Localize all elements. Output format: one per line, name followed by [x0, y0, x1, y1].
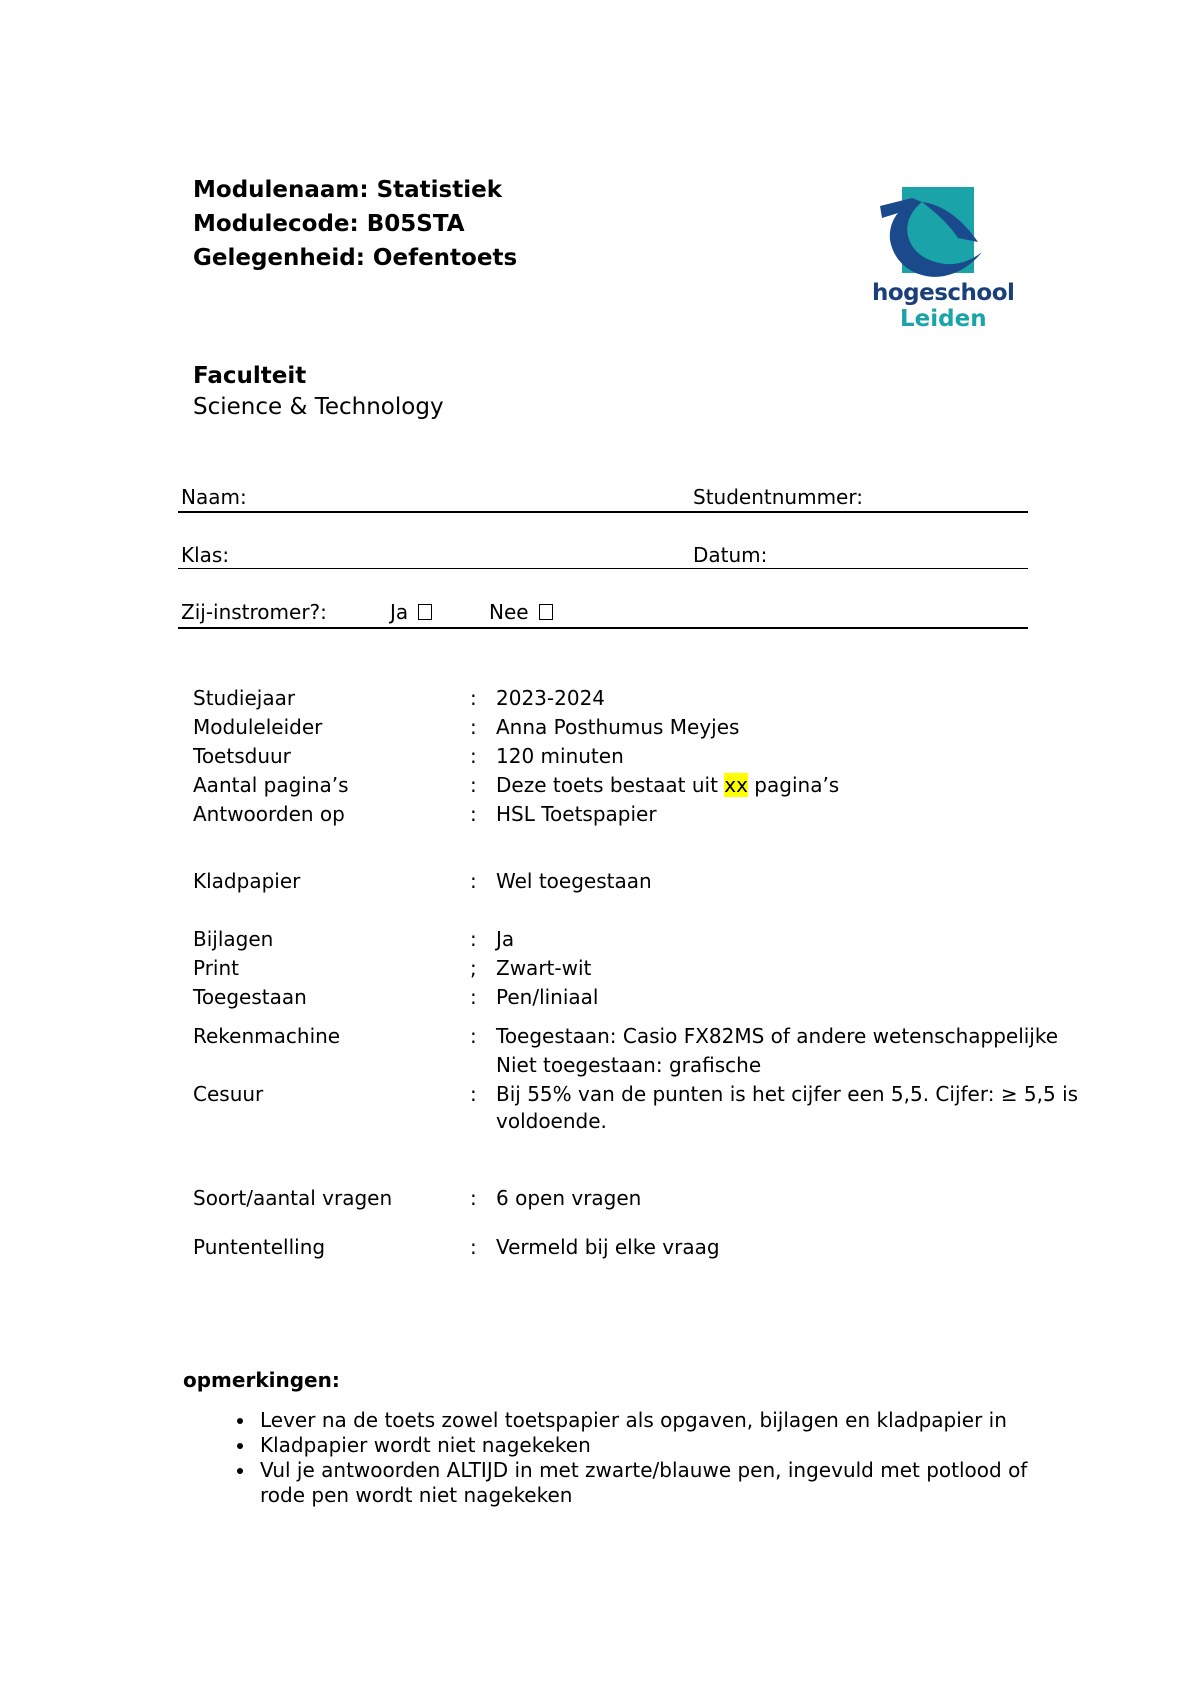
info-sep: :: [470, 1024, 477, 1048]
info-sep: :: [470, 927, 477, 951]
info-sep: :: [470, 773, 477, 797]
info-value: Bij 55% van de punten is het cijfer een 5,5. Cijfer: ≥ 5,5 is: [496, 1082, 1079, 1106]
info-label: Puntentelling: [193, 1235, 326, 1259]
name-line[interactable]: [178, 511, 1028, 513]
info-sep: ;: [470, 956, 477, 980]
info-value: Pen/liniaal: [496, 985, 599, 1009]
list-item: • Kladpapier wordt niet nagekeken: [256, 1433, 1076, 1458]
info-value: HSL Toetspapier: [496, 802, 657, 826]
highlighted-placeholder: xx: [724, 773, 748, 797]
remarks-title: opmerkingen:: [183, 1368, 340, 1392]
info-label: Antwoorden op: [193, 802, 345, 826]
info-label: Aantal pagina’s: [193, 773, 349, 797]
list-item: • Lever na de toets zowel toetspapier als opgaven, bijlagen en kladpapier in: [256, 1408, 1076, 1433]
occasion: Gelegenheid: Oefentoets: [193, 245, 518, 271]
info-sep: :: [470, 1235, 477, 1259]
info-value: Zwart-wit: [496, 956, 592, 980]
hogeschool-leiden-logo: [860, 180, 1030, 340]
faculty-name: Science & Technology: [193, 394, 444, 420]
class-label: Klas:: [181, 543, 230, 567]
info-label: Print: [193, 956, 240, 980]
info-value: [496, 771, 1116, 800]
info-value: Vermeld bij elke vraag: [496, 1235, 720, 1259]
remarks-list: [216, 1408, 1076, 1508]
class-line[interactable]: [178, 568, 1028, 569]
logo-text-leiden: Leiden: [900, 306, 987, 332]
info-label: Toegestaan: [193, 985, 307, 1009]
info-label: Toetsduur: [193, 744, 291, 768]
module-name: Modulenaam: Statistiek: [193, 177, 503, 203]
info-value: Toegestaan: Casio FX82MS of andere wetenschappelijke: [496, 1024, 1059, 1048]
info-sep: :: [470, 1082, 477, 1106]
info-sep: :: [470, 985, 477, 1009]
info-label: Studiejaar: [193, 686, 296, 710]
info-value: Anna Posthumus Meyjes: [496, 715, 740, 739]
info-value: Ja: [496, 927, 515, 951]
info-sep: :: [470, 715, 477, 739]
yes-option[interactable]: [390, 600, 432, 624]
info-label: Moduleleider: [193, 715, 323, 739]
side-entry-label: Zij-instromer?:: [181, 600, 327, 624]
info-label: Rekenmachine: [193, 1024, 341, 1048]
module-code: Modulecode: B05STA: [193, 211, 465, 237]
date-label: Datum:: [693, 543, 768, 567]
logo-text-hogeschool: hogeschool: [872, 280, 1015, 306]
info-label: Cesuur: [193, 1082, 264, 1106]
list-item: • Vul je antwoorden ALTIJD in met zwarte/blauwe pen, ingevuld met potlood of rode pen wordt niet nagekeken: [256, 1458, 1076, 1508]
no-label: Nee: [489, 600, 529, 624]
info-value: 2023-2024: [496, 686, 606, 710]
info-value-line2: Niet toegestaan: grafische: [496, 1053, 762, 1077]
faculty-title: Faculteit: [193, 363, 307, 389]
info-sep: :: [470, 869, 477, 893]
yes-checkbox[interactable]: [418, 604, 432, 620]
yes-label: Ja: [390, 600, 409, 624]
no-checkbox[interactable]: [539, 604, 553, 620]
name-label: Naam:: [181, 485, 247, 509]
info-label: Kladpapier: [193, 869, 301, 893]
value-text: pagina’s: [747, 773, 840, 797]
info-value: Wel toegestaan: [496, 869, 652, 893]
student-number-label: Studentnummer:: [693, 485, 863, 509]
info-sep: :: [470, 744, 477, 768]
info-value-line2: voldoende.: [496, 1109, 607, 1133]
info-sep: :: [470, 1186, 477, 1210]
info-value: 120 minuten: [496, 744, 624, 768]
value-text: Deze toets bestaat uit: [496, 773, 725, 797]
no-option[interactable]: [489, 600, 553, 624]
info-value: 6 open vragen: [496, 1186, 642, 1210]
info-label: Soort/aantal vragen: [193, 1186, 393, 1210]
info-label: Bijlagen: [193, 927, 274, 951]
side-entry-line: [178, 627, 1028, 629]
info-sep: :: [470, 686, 477, 710]
info-sep: :: [470, 802, 477, 826]
